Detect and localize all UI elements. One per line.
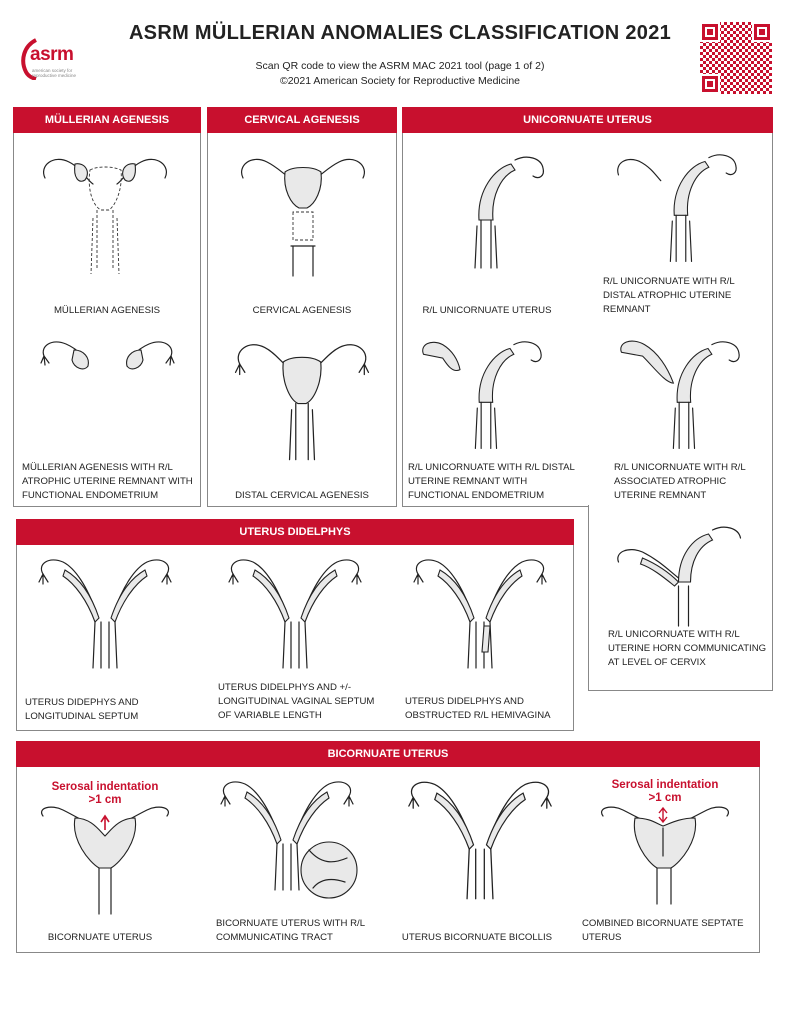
serosal-annotation-1: Serosal indentation [51, 781, 159, 793]
didelphys-caption-2: UTERUS DIDELPHYS AND +/- LONGITUDINAL VAGINAL SEPTUM OF VARIABLE LENGTH [218, 682, 375, 721]
bicornuate-illustration-1 [30, 806, 180, 916]
unicornuate-illustration-3 [410, 335, 560, 460]
bicornuate-illustration-4 [590, 806, 740, 906]
bicornuate-illustration-3 [400, 778, 560, 903]
cervical-header: CERVICAL AGENESIS [207, 107, 397, 133]
unicornuate-illustration-2 [605, 148, 755, 273]
cervical-caption-2: DISTAL CERVICAL AGENESIS [235, 490, 369, 501]
copyright: ©2021 American Society for Reproductive Medicine [279, 75, 521, 87]
unicornuate-caption-4: R/L UNICORNUATE WITH R/L ASSOCIATED ATROPHIC UTERINE REMNANT [614, 462, 746, 501]
serosal-annotation-2: Serosal indentation [611, 779, 719, 791]
unicornuate-illustration-4 [608, 335, 758, 460]
agenesis-remnant-right-illustration [120, 336, 180, 376]
unicornuate-caption-3: R/L UNICORNUATE WITH R/L DISTAL UTERINE REMNANT WITH FUNCTIONAL ENDOMETRIUM [408, 462, 575, 501]
bicornuate-caption-4: COMBINED BICORNUATE SEPTATE UTERUS [582, 918, 744, 943]
cervical-agenesis-illustration [228, 150, 378, 280]
unicornuate-illustration-5 [605, 520, 760, 630]
serosal-annotation-2b: >1 cm [648, 792, 682, 804]
agenesis-caption-1: MÜLLERIAN AGENESIS [53, 305, 161, 316]
didelphys-header: UTERUS DIDELPHYS [16, 519, 574, 545]
logo-tagline: american society for reproductive medicine [32, 68, 77, 78]
unicornuate-caption-1: R/L UNICORNUATE UTERUS [422, 305, 552, 316]
subtitle: Scan QR code to view the ASRM MAC 2021 tool (page 1 of 2) [255, 60, 545, 72]
qr-code-icon[interactable] [700, 22, 772, 94]
bicornuate-caption-2: BICORNUATE UTERUS WITH R/L COMMUNICATING TRACT [216, 918, 365, 943]
page-title: ASRM MÜLLERIAN ANOMALIES CLASSIFICATION 2021 [128, 22, 672, 44]
didelphys-illustration-1 [25, 556, 185, 672]
unicornuate-caption-5: R/L UNICORNUATE WITH R/L UTERINE HORN COMMUNICATING AT LEVEL OF CERVIX [608, 629, 767, 668]
unicornuate-header: UNICORNUATE UTERUS [402, 107, 773, 133]
logo-text: asrm [30, 44, 74, 65]
unicornuate-caption-2: R/L UNICORNUATE WITH R/L DISTAL ATROPHIC UTERINE REMNANT [603, 276, 735, 315]
bicornuate-header: BICORNUATE UTERUS [16, 741, 760, 767]
agenesis-remnant-left-illustration [35, 336, 95, 376]
didelphys-illustration-2 [215, 556, 375, 672]
didelphys-caption-1: UTERUS DIDEPHYS AND LONGITUDINAL SEPTUM [25, 697, 139, 722]
bicornuate-caption-3: UTERUS BICORNUATE BICOLLIS [401, 932, 553, 943]
bicornuate-caption-1: BICORNUATE UTERUS [47, 932, 153, 943]
serosal-annotation-1b: >1 cm [88, 794, 122, 806]
didelphys-caption-3: UTERUS DIDELPHYS AND OBSTRUCTED R/L HEMIVAGINA [405, 696, 551, 721]
agenesis-header: MÜLLERIAN AGENESIS [13, 107, 201, 133]
didelphys-illustration-3 [400, 556, 560, 672]
unicornuate-illustration-1 [415, 150, 555, 280]
distal-cervical-agenesis-illustration [222, 335, 382, 470]
agenesis-caption-2: MÜLLERIAN AGENESIS WITH R/L ATROPHIC UTERINE REMNANT WITH FUNCTIONAL ENDOMETRIUM [22, 462, 193, 501]
cervical-caption-1: CERVICAL AGENESIS [252, 305, 352, 316]
mullerian-agenesis-illustration [30, 150, 180, 280]
bicornuate-illustration-2 [212, 778, 362, 908]
